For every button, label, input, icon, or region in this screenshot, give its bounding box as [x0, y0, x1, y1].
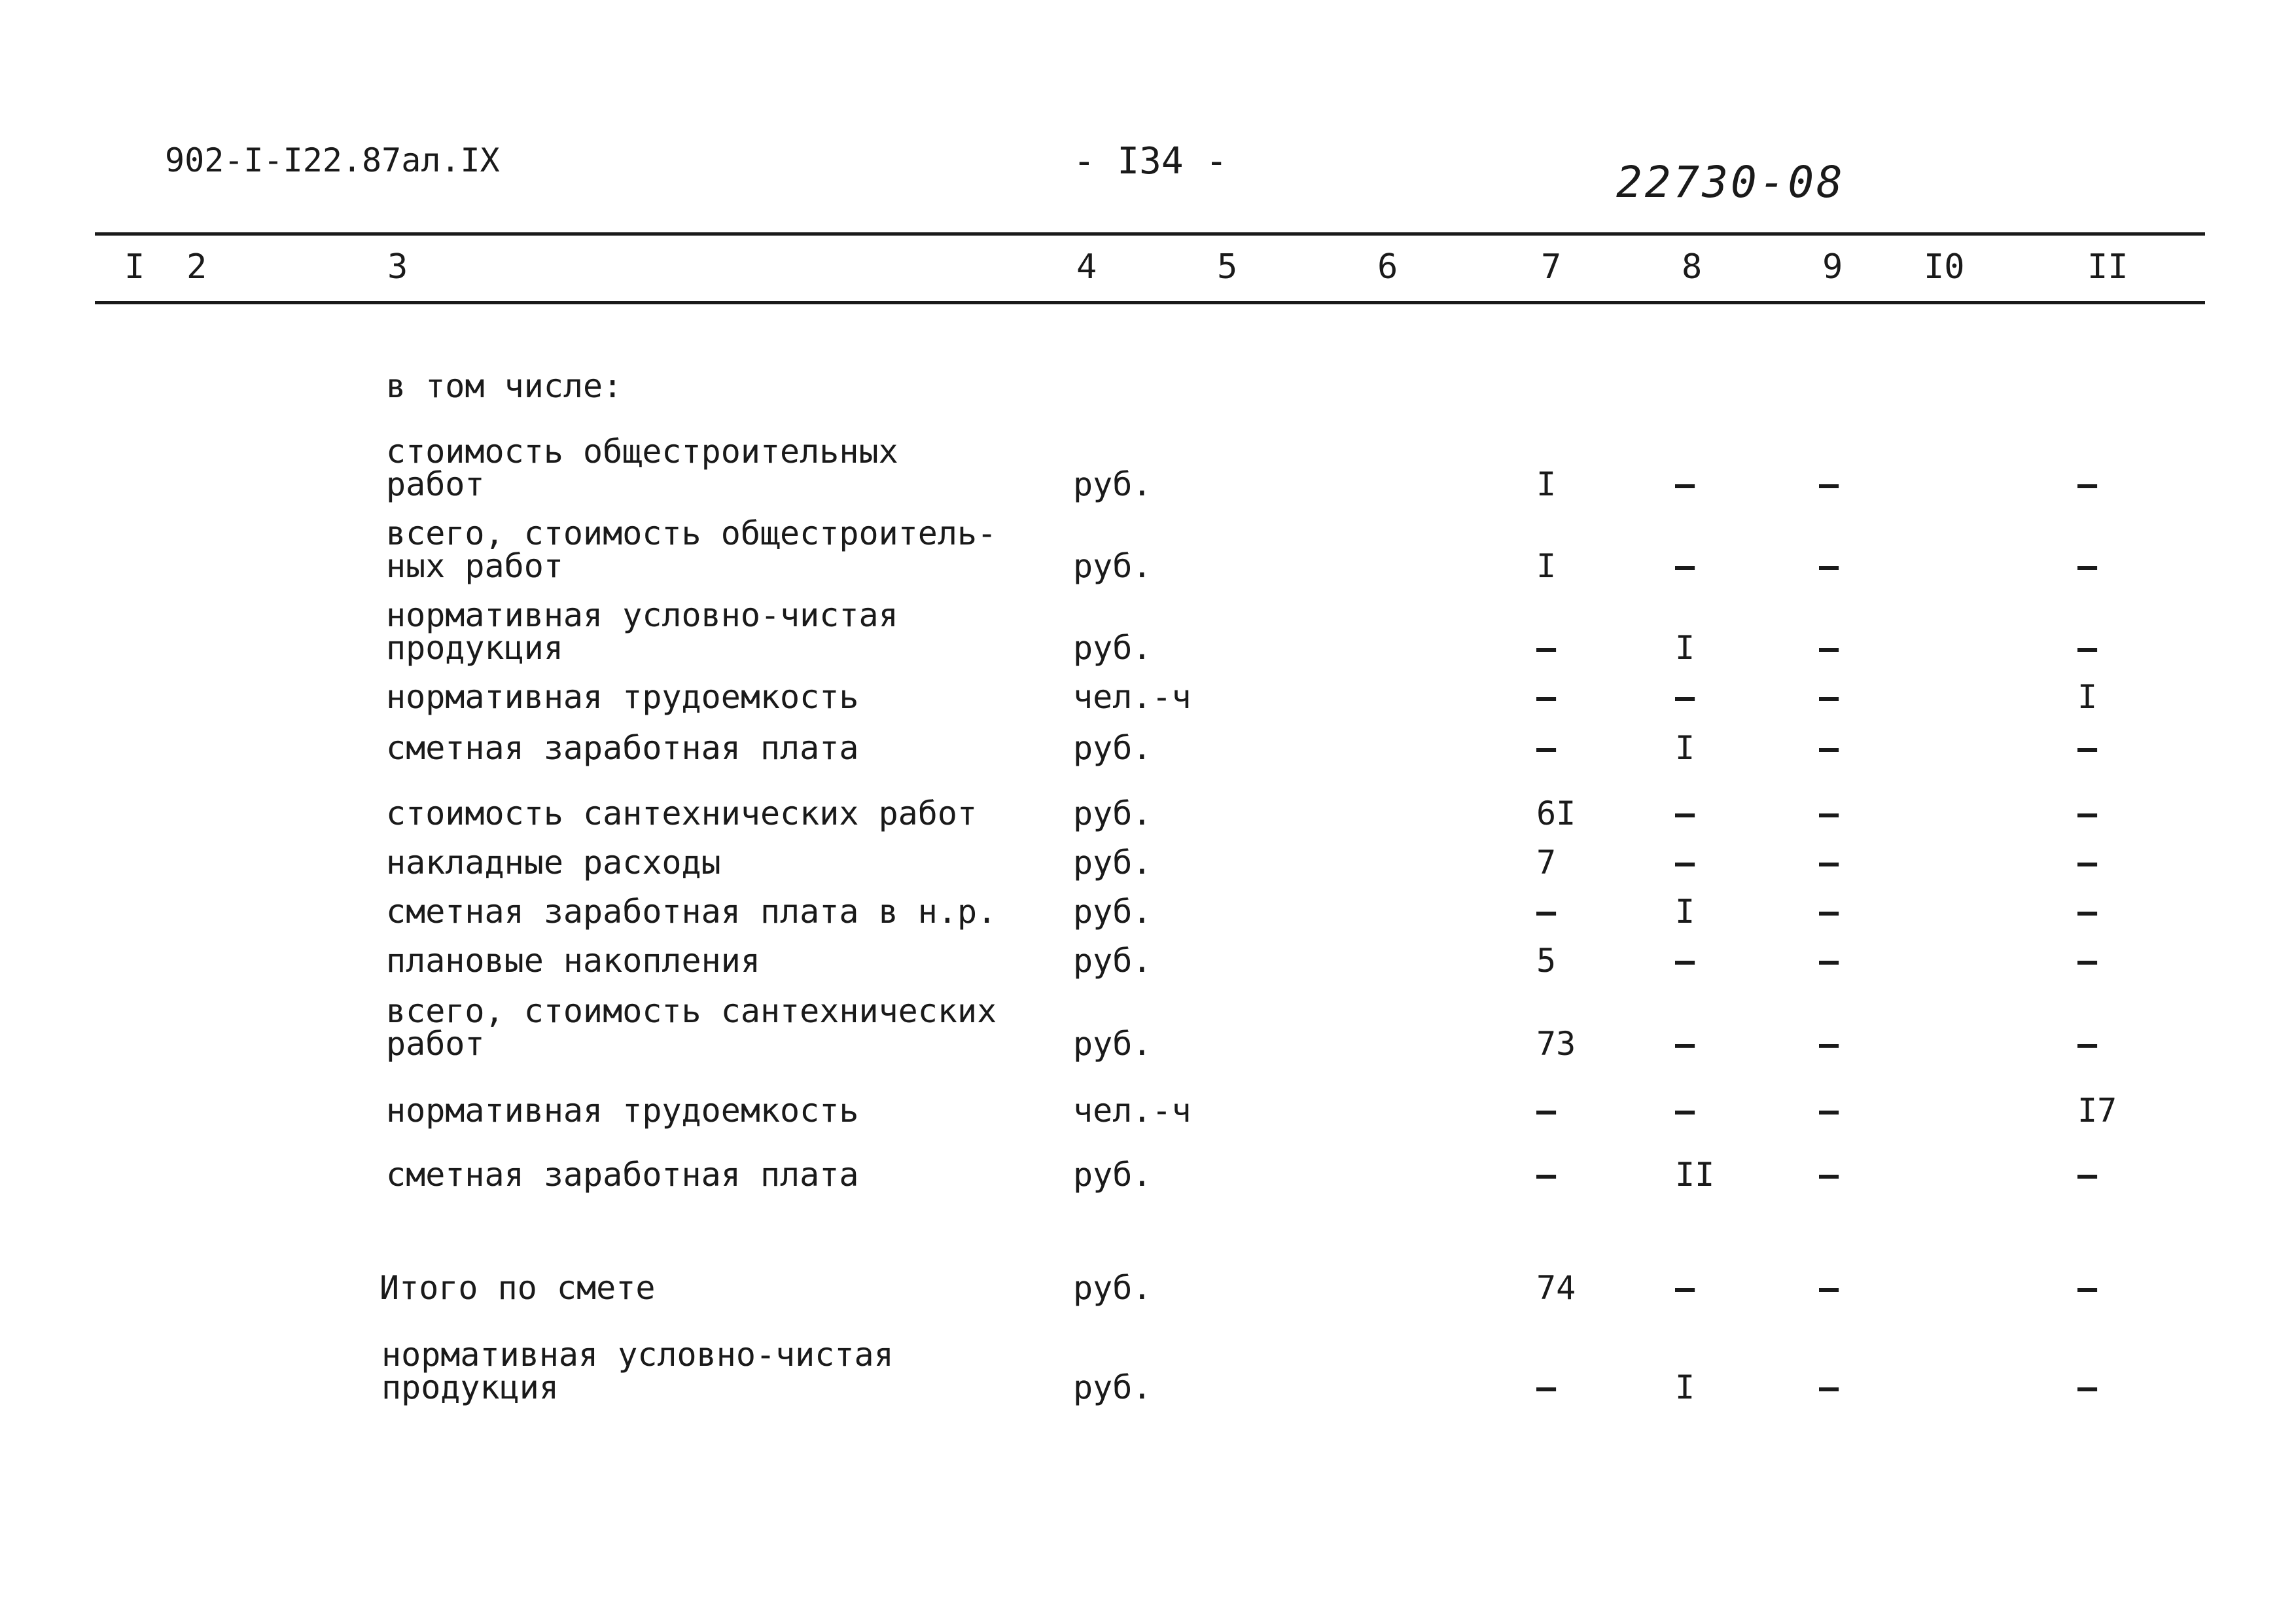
row-col8: I [1675, 729, 1695, 767]
row-col11: – [2077, 629, 2098, 667]
row-col8: – [1675, 794, 1695, 832]
row-col8: I [1675, 893, 1695, 931]
row-col7: 6I [1536, 794, 1576, 832]
table-top-rule [95, 232, 2205, 236]
column-number: 2 [186, 247, 207, 287]
row-name: плановые накопления [386, 942, 760, 980]
row-col8: II [1675, 1156, 1715, 1194]
row-col8: – [1675, 1025, 1695, 1063]
row-name: сметная заработная плата в н.р. [386, 893, 997, 931]
row-col7: I [1536, 465, 1557, 503]
row-col9: – [1819, 1368, 1839, 1406]
row-col8: – [1675, 1092, 1695, 1130]
row-unit: руб. [1073, 893, 1152, 931]
row-col8: – [1675, 465, 1695, 503]
row-col7: – [1536, 1156, 1557, 1194]
row-col9: – [1819, 729, 1839, 767]
column-number: I0 [1924, 247, 1965, 287]
row-col8: I [1675, 1368, 1695, 1406]
row-unit: руб. [1073, 844, 1152, 882]
row-unit: руб. [1073, 465, 1152, 503]
row-col7: I [1536, 547, 1557, 585]
row-col8: – [1675, 1269, 1695, 1307]
row-col11: – [2077, 942, 2098, 980]
column-number: 9 [1822, 247, 1843, 287]
row-col9: – [1819, 942, 1839, 980]
row-col8: I [1675, 629, 1695, 667]
row-unit: руб. [1073, 794, 1152, 832]
row-name: всего, стоимость общестроитель- ных работ [386, 514, 997, 585]
row-col7: 5 [1536, 942, 1557, 980]
row-col11: I [2077, 678, 2098, 716]
table-header-rule [95, 301, 2205, 304]
row-col9: – [1819, 547, 1839, 585]
row-col7: – [1536, 629, 1557, 667]
row-col7: – [1536, 1368, 1557, 1406]
row-unit: руб. [1073, 1269, 1152, 1307]
column-number: 3 [387, 247, 408, 287]
row-col9: – [1819, 1156, 1839, 1194]
column-number: 7 [1541, 247, 1562, 287]
column-number: 6 [1377, 247, 1398, 287]
column-number: II [2087, 247, 2128, 287]
column-number: I [124, 247, 145, 287]
row-unit: чел.-ч [1073, 1092, 1192, 1130]
column-number: 8 [1682, 247, 1703, 287]
row-col11: – [2077, 729, 2098, 767]
row-unit: руб. [1073, 1025, 1152, 1063]
row-unit: чел.-ч [1073, 678, 1192, 716]
column-number: 5 [1217, 247, 1238, 287]
row-col7: 73 [1536, 1025, 1576, 1063]
row-unit: руб. [1073, 1368, 1152, 1406]
row-col7: – [1536, 678, 1557, 716]
row-col8: – [1675, 942, 1695, 980]
row-col7: 74 [1536, 1269, 1576, 1307]
row-name: накладные расходы [386, 844, 721, 882]
row-unit: руб. [1073, 1156, 1152, 1194]
row-name: стоимость общестроительных работ [386, 433, 898, 503]
row-name: нормативная условно-чистая продукция [386, 596, 898, 667]
row-col11: – [2077, 1156, 2098, 1194]
row-col9: – [1819, 794, 1839, 832]
row-col11: I7 [2077, 1092, 2117, 1130]
row-col11: – [2077, 1269, 2098, 1307]
row-col7: – [1536, 893, 1557, 931]
row-name: стоимость сантехнических работ [386, 794, 978, 832]
row-col11: – [2077, 547, 2098, 585]
section-label: в том числе: [386, 367, 623, 405]
row-name: всего, стоимость сантехнических работ [386, 992, 997, 1063]
row-name: Итого по смете [380, 1269, 656, 1307]
row-col7: 7 [1536, 844, 1557, 882]
row-col8: – [1675, 547, 1695, 585]
row-name: нормативная трудоемкость [386, 1092, 859, 1130]
row-col7: – [1536, 729, 1557, 767]
row-unit: руб. [1073, 547, 1152, 585]
row-col9: – [1819, 678, 1839, 716]
row-unit: руб. [1073, 942, 1152, 980]
row-col11: – [2077, 893, 2098, 931]
row-col9: – [1819, 1092, 1839, 1130]
row-name: сметная заработная плата [386, 729, 859, 767]
inventory-number: 22730-08 [1616, 157, 1845, 207]
row-col11: – [2077, 794, 2098, 832]
row-name: нормативная трудоемкость [386, 678, 859, 716]
row-col9: – [1819, 629, 1839, 667]
row-name: нормативная условно-чистая продукция [381, 1336, 894, 1406]
row-unit: руб. [1073, 729, 1152, 767]
row-col9: – [1819, 844, 1839, 882]
row-col7: – [1536, 1092, 1557, 1130]
row-col11: – [2077, 1368, 2098, 1406]
doc-code: 902-I-I22.87ал.IX [165, 141, 500, 179]
row-col8: – [1675, 678, 1695, 716]
row-col9: – [1819, 1025, 1839, 1063]
row-col9: – [1819, 1269, 1839, 1307]
row-name: сметная заработная плата [386, 1156, 859, 1194]
row-col8: – [1675, 844, 1695, 882]
row-col11: – [2077, 844, 2098, 882]
row-col9: – [1819, 893, 1839, 931]
row-col9: – [1819, 465, 1839, 503]
column-number: 4 [1076, 247, 1097, 287]
row-col11: – [2077, 465, 2098, 503]
page-number: - I34 - [1073, 140, 1228, 183]
row-unit: руб. [1073, 629, 1152, 667]
row-col11: – [2077, 1025, 2098, 1063]
